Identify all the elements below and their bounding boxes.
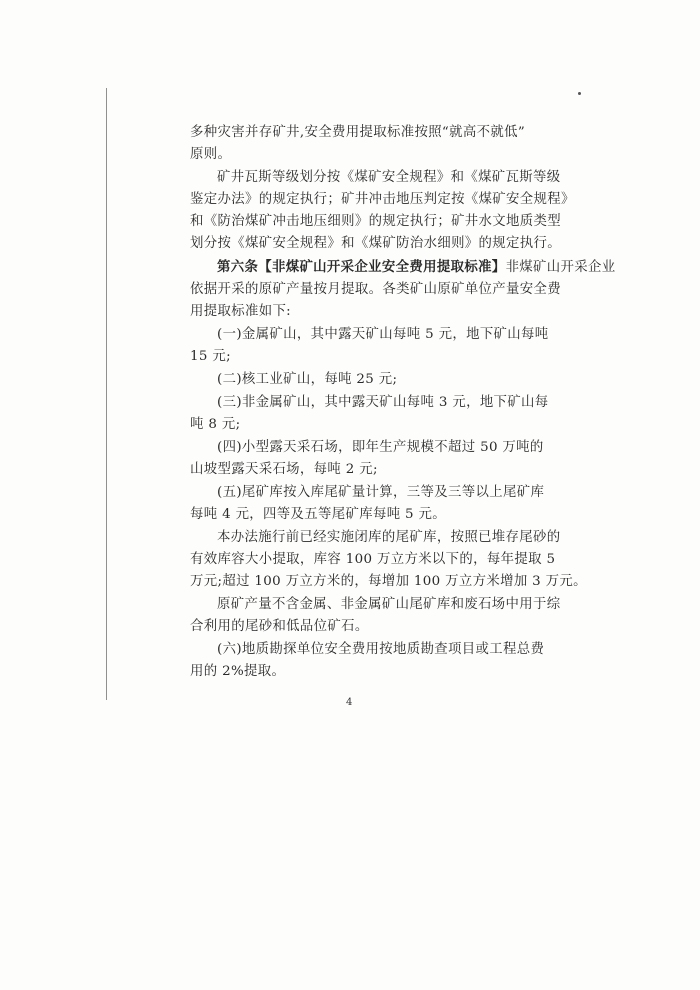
text-line: 矿井瓦斯等级划分按《煤矿安全规程》和《煤矿瓦斯等级	[217, 170, 561, 185]
text-line: (五)尾矿库按入库尾矿量计算，三等及三等以上尾矿库	[217, 485, 545, 500]
text-line: 多种灾害并存矿井,安全费用提取标准按照“就高不就低”	[190, 125, 526, 140]
item-4	[190, 437, 552, 481]
text-line: (三)非金属矿山，其中露天矿山每吨 3 元，地下矿山每	[217, 395, 549, 410]
text-line: 和《防治煤矿冲击地压细则》的规定执行；矿井水文地质类型	[190, 214, 561, 229]
body-text	[190, 122, 616, 684]
text-line: 万元;超过 100 万立方米的，每增加 100 万立方米增加 3 万元。	[190, 574, 587, 589]
ore-output-paragraph	[190, 594, 561, 638]
text-line: 用提取标准如下:	[190, 304, 292, 319]
text-line: (一)金属矿山，其中露天矿山每吨 5 元，地下矿山每吨	[217, 327, 549, 342]
text-line: (二)核工业矿山，每吨 25 元;	[217, 372, 398, 387]
paragraph-1	[190, 122, 552, 166]
item-6	[190, 639, 552, 683]
text-line: 用的 2%提取。	[190, 664, 286, 679]
scan-speck	[578, 92, 581, 95]
paragraph-2	[190, 167, 575, 255]
text-line: 划分按《煤矿安全规程》和《煤矿防治水细则》的规定执行。	[190, 236, 561, 251]
closed-tailings-paragraph	[190, 527, 587, 593]
article-6	[190, 256, 616, 323]
text-line: 每吨 4 元，四等及五等尾矿库每吨 5 元。	[190, 507, 447, 522]
item-5	[190, 482, 552, 526]
text-line: 本办法施行前已经实施闭库的尾矿库，按照已堆存尾砂的	[217, 530, 561, 545]
text-line: 合利用的尾砂和低品位矿石。	[190, 619, 369, 634]
text-line: 鉴定办法》的规定执行；矿井冲击地压判定按《煤矿安全规程》	[190, 192, 575, 207]
text-line: 山坡型露天采石场，每吨 2 元;	[190, 462, 378, 477]
text-line: (四)小型露天采石场，即年生产规模不超过 50 万吨的	[217, 440, 544, 455]
text-line: (六)地质勘探单位安全费用按地质勘查项目或工程总费	[217, 642, 545, 657]
text-line: 吨 8 元;	[190, 417, 241, 432]
text-line: 原则。	[190, 147, 232, 162]
article-6-first-line	[190, 256, 616, 279]
text-line: 15 元;	[190, 349, 231, 364]
item-1	[190, 324, 552, 368]
item-3	[190, 392, 552, 436]
text-line: 有效库容大小提取，库容 100 万立方米以下的，每年提取 5	[190, 552, 556, 567]
text-line: 原矿产量不含金属、非金属矿山尾矿库和废石场中用于综	[217, 597, 561, 612]
item-2	[190, 369, 552, 391]
binding-edge-line	[106, 88, 107, 700]
article-text: 非煤矿山开采企业	[505, 260, 616, 275]
page-number: 4	[346, 697, 353, 708]
text-line: 依据开采的原矿产量按月提取。各类矿山原矿单位产量安全费	[190, 282, 561, 297]
article-heading: 第六条【非煤矿山开采企业安全费用提取标准】	[217, 259, 506, 275]
